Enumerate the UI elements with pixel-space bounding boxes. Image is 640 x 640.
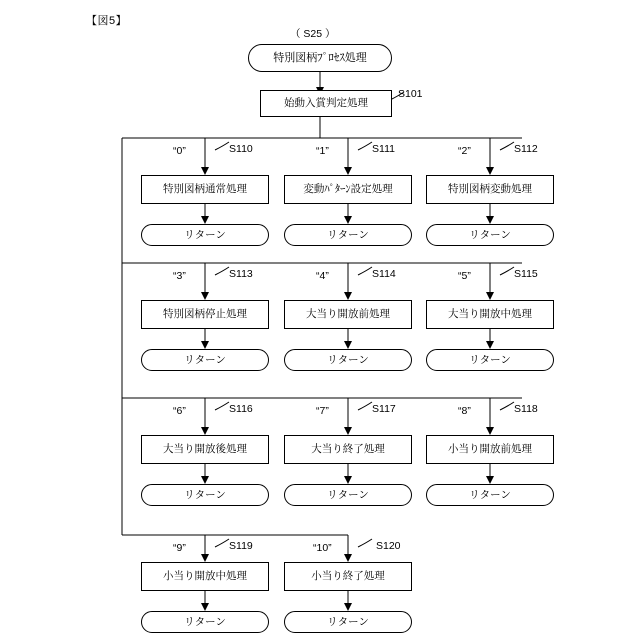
step-label-s110: S110 [229, 143, 253, 155]
process-node-s118: 小当り開放前処理 [426, 435, 554, 464]
branch-value-4: “4” [316, 270, 329, 282]
step-label-s101: S101 [398, 88, 423, 100]
process-node-s101: 始動入賞判定処理 [260, 90, 392, 117]
branch-value-0: “0” [173, 145, 186, 157]
return-node-s112: リターン [426, 224, 554, 246]
entry-label: （ S25 ） [290, 28, 336, 40]
process-node-s115: 大当り開放中処理 [426, 300, 554, 329]
branch-value-6: “6” [173, 405, 186, 417]
figure-label: 【図5】 [86, 15, 128, 27]
return-node-s119: リターン [141, 611, 269, 633]
step-label-s118: S118 [514, 403, 538, 415]
return-node-s113: リターン [141, 349, 269, 371]
process-node-s119: 小当り開放中処理 [141, 562, 269, 591]
step-label-s116: S116 [229, 403, 253, 415]
process-node-s120: 小当り終了処理 [284, 562, 412, 591]
branch-value-1: “1” [316, 145, 329, 157]
process-node-s111: 変動ﾊﾟﾀｰﾝ設定処理 [284, 175, 412, 204]
return-node-s111: リターン [284, 224, 412, 246]
return-node-s120: リターン [284, 611, 412, 633]
step-label-s111: S111 [372, 143, 395, 155]
step-label-s119: S119 [229, 540, 253, 552]
return-node-s117: リターン [284, 484, 412, 506]
process-node-s110: 特別図柄通常処理 [141, 175, 269, 204]
step-label-s114: S114 [372, 268, 396, 280]
return-node-s116: リターン [141, 484, 269, 506]
step-label-s120: S120 [376, 540, 401, 552]
return-node-s118: リターン [426, 484, 554, 506]
step-label-s113: S113 [229, 268, 253, 280]
return-node-s115: リターン [426, 349, 554, 371]
branch-value-7: “7” [316, 405, 329, 417]
branch-value-10: “10” [313, 542, 332, 554]
step-label-s112: S112 [514, 143, 538, 155]
return-node-s110: リターン [141, 224, 269, 246]
return-node-s114: リターン [284, 349, 412, 371]
start-node: 特別図柄ﾌﾟﾛｾｽ処理 [248, 44, 392, 72]
step-label-s115: S115 [514, 268, 538, 280]
process-node-s114: 大当り開放前処理 [284, 300, 412, 329]
branch-value-9: “9” [173, 542, 186, 554]
step-label-s117: S117 [372, 403, 396, 415]
process-node-s112: 特別図柄変動処理 [426, 175, 554, 204]
branch-value-8: “8” [458, 405, 471, 417]
branch-value-2: “2” [458, 145, 471, 157]
process-node-s113: 特別図柄停止処理 [141, 300, 269, 329]
branch-value-3: “3” [173, 270, 186, 282]
process-node-s116: 大当り開放後処理 [141, 435, 269, 464]
process-node-s117: 大当り終了処理 [284, 435, 412, 464]
branch-value-5: “5” [458, 270, 471, 282]
